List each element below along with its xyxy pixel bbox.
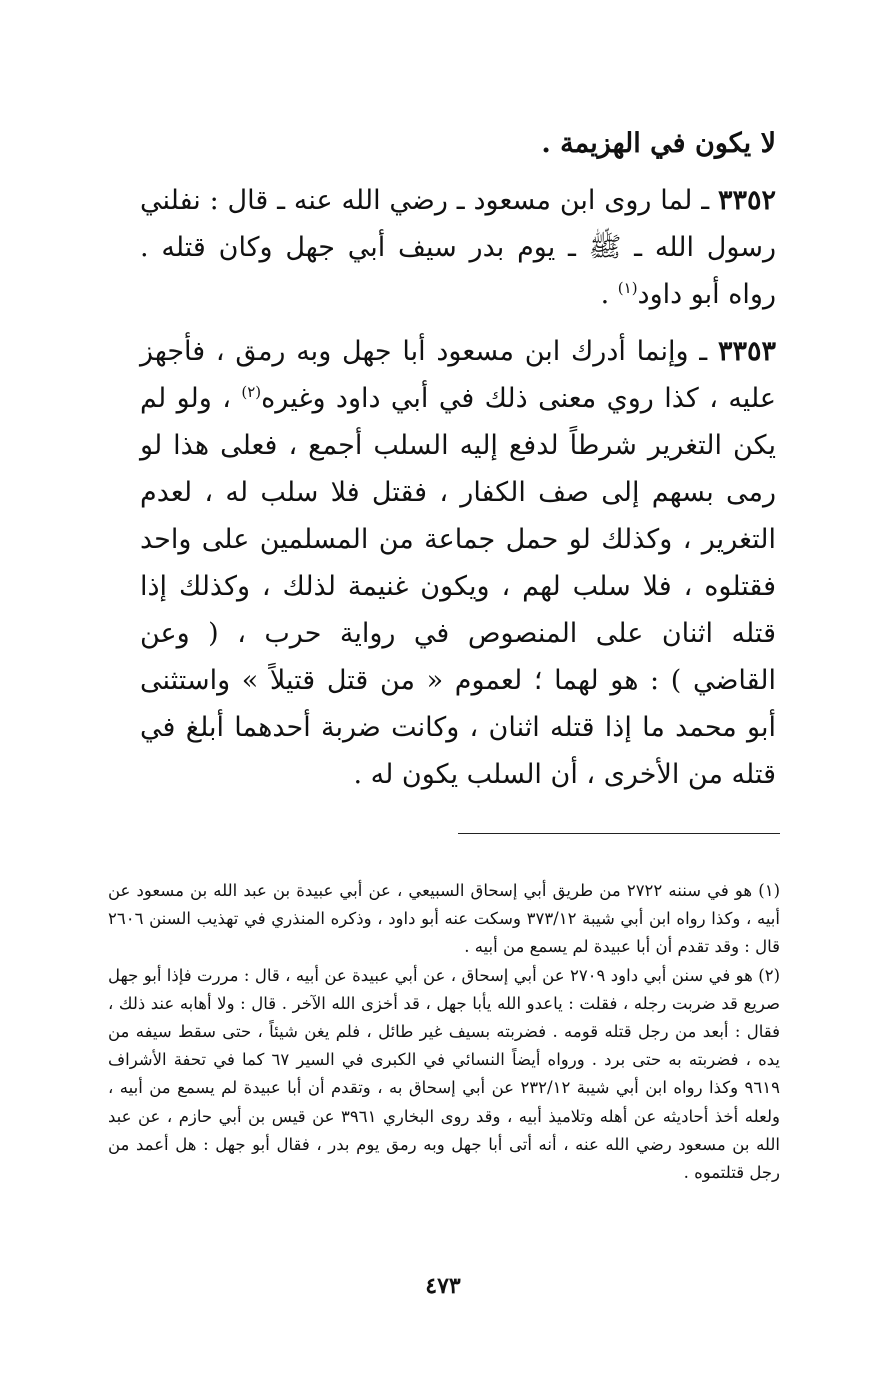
paragraph-number: ٣٣٥٣ <box>717 336 776 367</box>
paragraph-3353 <box>140 328 776 798</box>
main-text <box>140 120 776 808</box>
paragraph-text: ـ لما روى ابن مسعود ـ رضي الله عنه ـ قال : نفلني رسول الله ـ ﷺ ـ يوم بدر سيف أبي جهل وكان قتله . رواه أبو داود <box>140 185 776 310</box>
paragraph-tail: ، ولو لم يكن التغرير شرطاً لدفع إليه السلب أجمع ، فعلى هذا لو رمى بسهم إلى صف الكفار ، فقتل فلا سلب له ، لعدم التغرير ، وكذلك لو حمل جماعة من المسلمين على واحد فقتلوه ، فلا سلب لهم ، ويكون غنيمة لذلك ، وكذلك إذا قتله اثنان على المنصوص في رواية حرب ، ( وعن القاضي ) : هو لهما ؛ لعموم « من قتل قتيلاً » واستثنى أبو محمد ما إذا قتله اثنان ، وكانت ضربة أحدهما أبلغ في قتله من الأخرى ، أن السلب يكون له . <box>140 383 776 790</box>
footnote-2: (٢) هو في سنن أبي داود ٢٧٠٩ عن أبي إسحاق ، عن أبي عبيدة عن أبيه ، قال : مررت فإذا أبو جهل صريع قد ضربت رجله ، فقلت : ياعدو الله يأبا جهل ، قد أخزى الله الآخر . قال : ولا أهابه عند ذلك ، فقال : أبعد من رجل قتله قومه . فضربته بسيف غير طائل ، فلم يغن شيئاً ، حتى سقط سيفه من يده ، فضربته به حتى برد . ورواه أيضاً النسائي في الكبرى في السير ٦٧ كما في تحفة الأشراف ٩٦١٩ وكذا رواه ابن أبي شيبة ٢٣٢/١٢ عن أبي إسحاق به ، وتقدم أن أبا عبيدة لم يسمع من أبيه ، ولعله أخذ أحاديثه عن أهله وتلاميذ أبيه ، وقد روى البخاري ٣٩٦١ عن قيس بن أبي حازم ، عن عبد الله بن مسعود رضي الله عنه ، أنه أتى أبا جهل وبه رمق يوم بدر ، فقال أبو جهل : هل أعمد من رجل قتلتموه . <box>108 965 780 1183</box>
paragraph-text: ـ وإنما أدرك ابن مسعود أبا جهل وبه رمق ، فأجهز عليه ، كذا روي معنى ذلك في أبي داود وغيره <box>140 336 777 414</box>
footnote-ref-1[interactable]: (١) <box>617 279 638 297</box>
footnotes <box>108 877 780 1187</box>
continuation-line: لا يكون في الهزيمة . <box>541 128 776 159</box>
paragraph-3352 <box>140 177 776 318</box>
footnote-1: (١) هو في سننه ٢٧٢٢ من طريق أبي إسحاق السبيعي ، عن أبي عبيدة بن عبد الله بن مسعود عن أبيه ، وكذا رواه ابن أبي شيبة ٣٧٣/١٢ وسكت عنه أبو داود ، وذكره المنذري في تهذيب السنن ٢٦٠٦ قال : وقد تقدم أن أبا عبيدة لم يسمع من أبيه . <box>108 881 780 957</box>
paragraph-tail: . <box>600 279 618 310</box>
footnote-ref-2[interactable]: (٢) <box>241 383 262 401</box>
page-number: ٤٧٣ <box>425 1273 461 1299</box>
footnote-separator <box>458 833 780 834</box>
paragraph-number: ٣٣٥٢ <box>717 185 776 216</box>
